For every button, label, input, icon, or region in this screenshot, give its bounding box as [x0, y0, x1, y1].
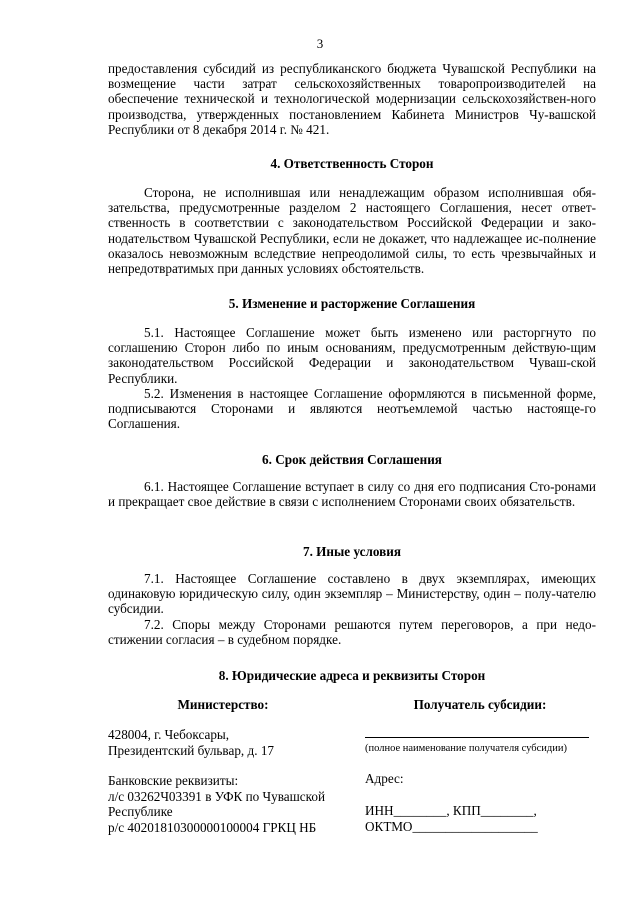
ministry-title: Министерство: — [177, 697, 269, 712]
bank-republic: Республике — [108, 804, 173, 819]
section-4-p1: Сторона, не исполнившая или ненадлежащим образом исполнившая обя-зательства, предусмотренные разделом 2 настоящего Соглашения, несет ответ-ственность в соответствии с законодательством Российской Федерации и зако-нодательством Чувашской Республики, если не докажет, что надлежащее ис-полнение оказалось невозможным вследствие непреодолимой силы, то есть чрезвычайных и непредотвратимых при данных условиях обстоятельств. — [108, 185, 596, 277]
section-5-body — [108, 325, 596, 431]
section-7-p2: 7.2. Споры между Сторонами решаются путем переговоров, а при недо-стижении согласия – в судебном порядке. — [108, 616, 596, 647]
recipient-name-line — [365, 737, 589, 738]
bank-label: Банковские реквизиты: — [108, 773, 239, 788]
bank-rs: р/с 40201810300000100004 ГРКЦ НБ — [108, 819, 317, 835]
section-6-p1: 6.1. Настоящее Соглашение вступает в силу со дня его подписания Сто-ронами и прекращает свое действие в связи с исполнением Сторонами своих обязательств. — [108, 479, 596, 510]
section-7-p1: 7.1. Настоящее Соглашение составлено в двух экземплярах, имеющих одинаковую юридическую силу, один экземпляр – Министерству, один – полу-чателю субсидии. — [108, 571, 596, 617]
section-5-heading: 5. Изменение и расторжение Соглашения — [228, 296, 476, 311]
section-6-heading: 6. Срок действия Соглашения — [262, 452, 442, 467]
recipient-address-label: Адрес: — [365, 771, 404, 786]
ministry-address-line2: Президентский бульвар, д. 17 — [108, 742, 275, 758]
section-4-heading: 4. Ответственность Сторон — [270, 156, 434, 171]
ministry-address-line1: 428004, г. Чебоксары, — [108, 727, 230, 742]
section-8-heading: 8. Юридические адреса и реквизиты Сторон — [218, 668, 486, 683]
section-7-heading: 7. Иные условия — [302, 544, 402, 559]
recipient-oktmo: ОКТМО___________________ — [365, 819, 538, 834]
section-6-body — [108, 479, 596, 509]
section-5-p2: 5.2. Изменения в настоящее Соглашение оформляются в письменной форме, подписываются Сторонами и являются неотъемлемой частью настояще-го Соглашения. — [108, 385, 596, 432]
ministry-address — [108, 727, 348, 758]
recipient-name-caption: (полное наименование получателя субсидии) — [365, 743, 567, 754]
intro-text: предоставления субсидий из республиканского бюджета Чувашской Республики на возмещение части затрат сельскохозяйственных товаропроизводителей на обеспечение технической и технологической модернизации сельскохозяйствен-ного производства, утвержденных постановлением Кабинета Министров Чу-вашской Республики от 8 декабря 2014 г. № 421. — [108, 61, 596, 137]
intro-paragraph — [108, 61, 596, 137]
section-7-body — [108, 571, 596, 647]
bank-ls: л/с 03262Ч03391 в УФК по Чувашской — [108, 788, 326, 804]
page-number: 3 — [316, 36, 324, 51]
bank-details — [108, 773, 358, 835]
section-5-p1: 5.1. Настоящее Соглашение может быть изменено или расторгнуто по соглашению Сторон либо по иным основаниям, предусмотренным действую-щим законодательством Российской Федерации и законодательством Чуваш-ской Республики. — [108, 325, 596, 386]
recipient-inn-kpp: ИНН________, КПП________, — [365, 803, 537, 818]
section-4-body — [108, 185, 596, 276]
recipient-title: Получатель субсидии: — [413, 697, 547, 712]
